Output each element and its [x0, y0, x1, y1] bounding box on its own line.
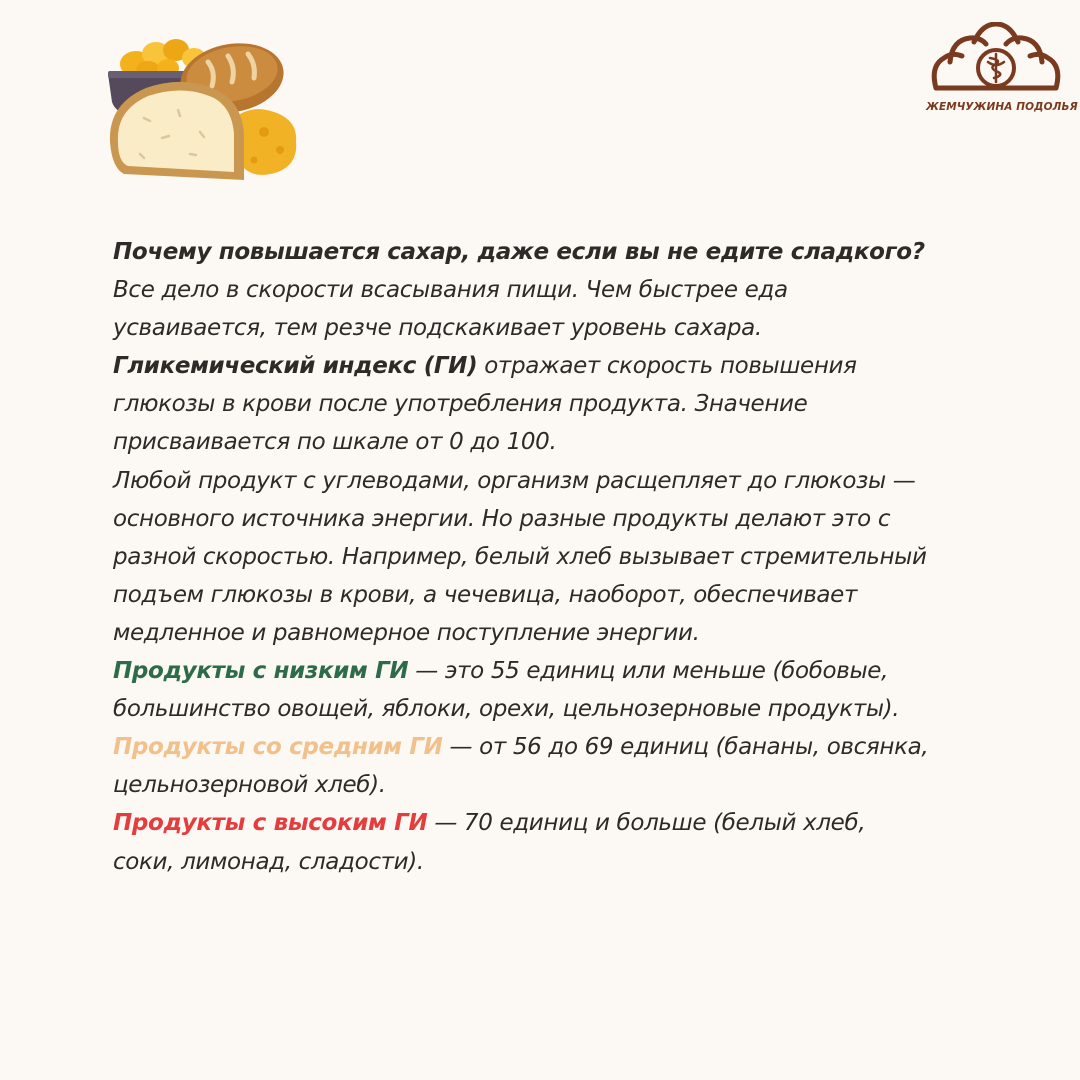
brand-logo [926, 22, 1078, 122]
high-gi-paragraph [113, 804, 933, 880]
intro-text: Все дело в скорости всасывания пищи. Чем быстрее еда усваивается, тем резче подскакивает уровень сахара. [113, 277, 788, 342]
low-gi-paragraph [113, 652, 933, 728]
intro-question: Почему повышается сахар, даже если вы не едите сладкого? [113, 239, 925, 265]
high-gi-heading: Продукты с высоким ГИ [113, 810, 428, 837]
high-gi-text: — 70 единиц и больше (белый хлеб, соки, лимонад, сладости). [113, 810, 866, 875]
medium-gi-text: — от 56 до 69 единиц (бананы, овсянка, цельнозерновой хлеб). [113, 734, 929, 799]
medium-gi-paragraph [113, 728, 933, 804]
gi-term: Гликемический индекс (ГИ) [113, 353, 478, 380]
bread-and-cheese-illustration [104, 34, 300, 186]
low-gi-text: — это 55 единиц или меньше (бобовые, большинство овощей, яблоки, орехи, цельнозерновые продукты). [113, 658, 900, 723]
intro-paragraph [113, 233, 933, 347]
medium-gi-heading: Продукты со средним ГИ [113, 734, 443, 761]
carbs-paragraph: Любой продукт с углеводами, организм расщепляет до глюкозы — основного источника энергии. Но разные продукты делают это с разной скоростью. Например, белый хлеб вызывает стремительный подъем глюкозы в крови, а чечевица, наоборот, обеспечивает медленное и равномерное поступление энергии. [113, 467, 927, 646]
gi-definition-paragraph [113, 347, 933, 461]
article-body [113, 233, 933, 881]
gi-definition-text: отражает скорость повышения глюкозы в крови после употребления продукта. Значение присваивается по шкале от 0 до 100. [113, 353, 857, 456]
pearl-shell-caduceus-logo [930, 22, 1062, 96]
brand-name: ЖЕМЧУЖИНА ПОДОЛЬЯ [926, 101, 1078, 113]
low-gi-heading: Продукты с низким ГИ [113, 658, 409, 685]
